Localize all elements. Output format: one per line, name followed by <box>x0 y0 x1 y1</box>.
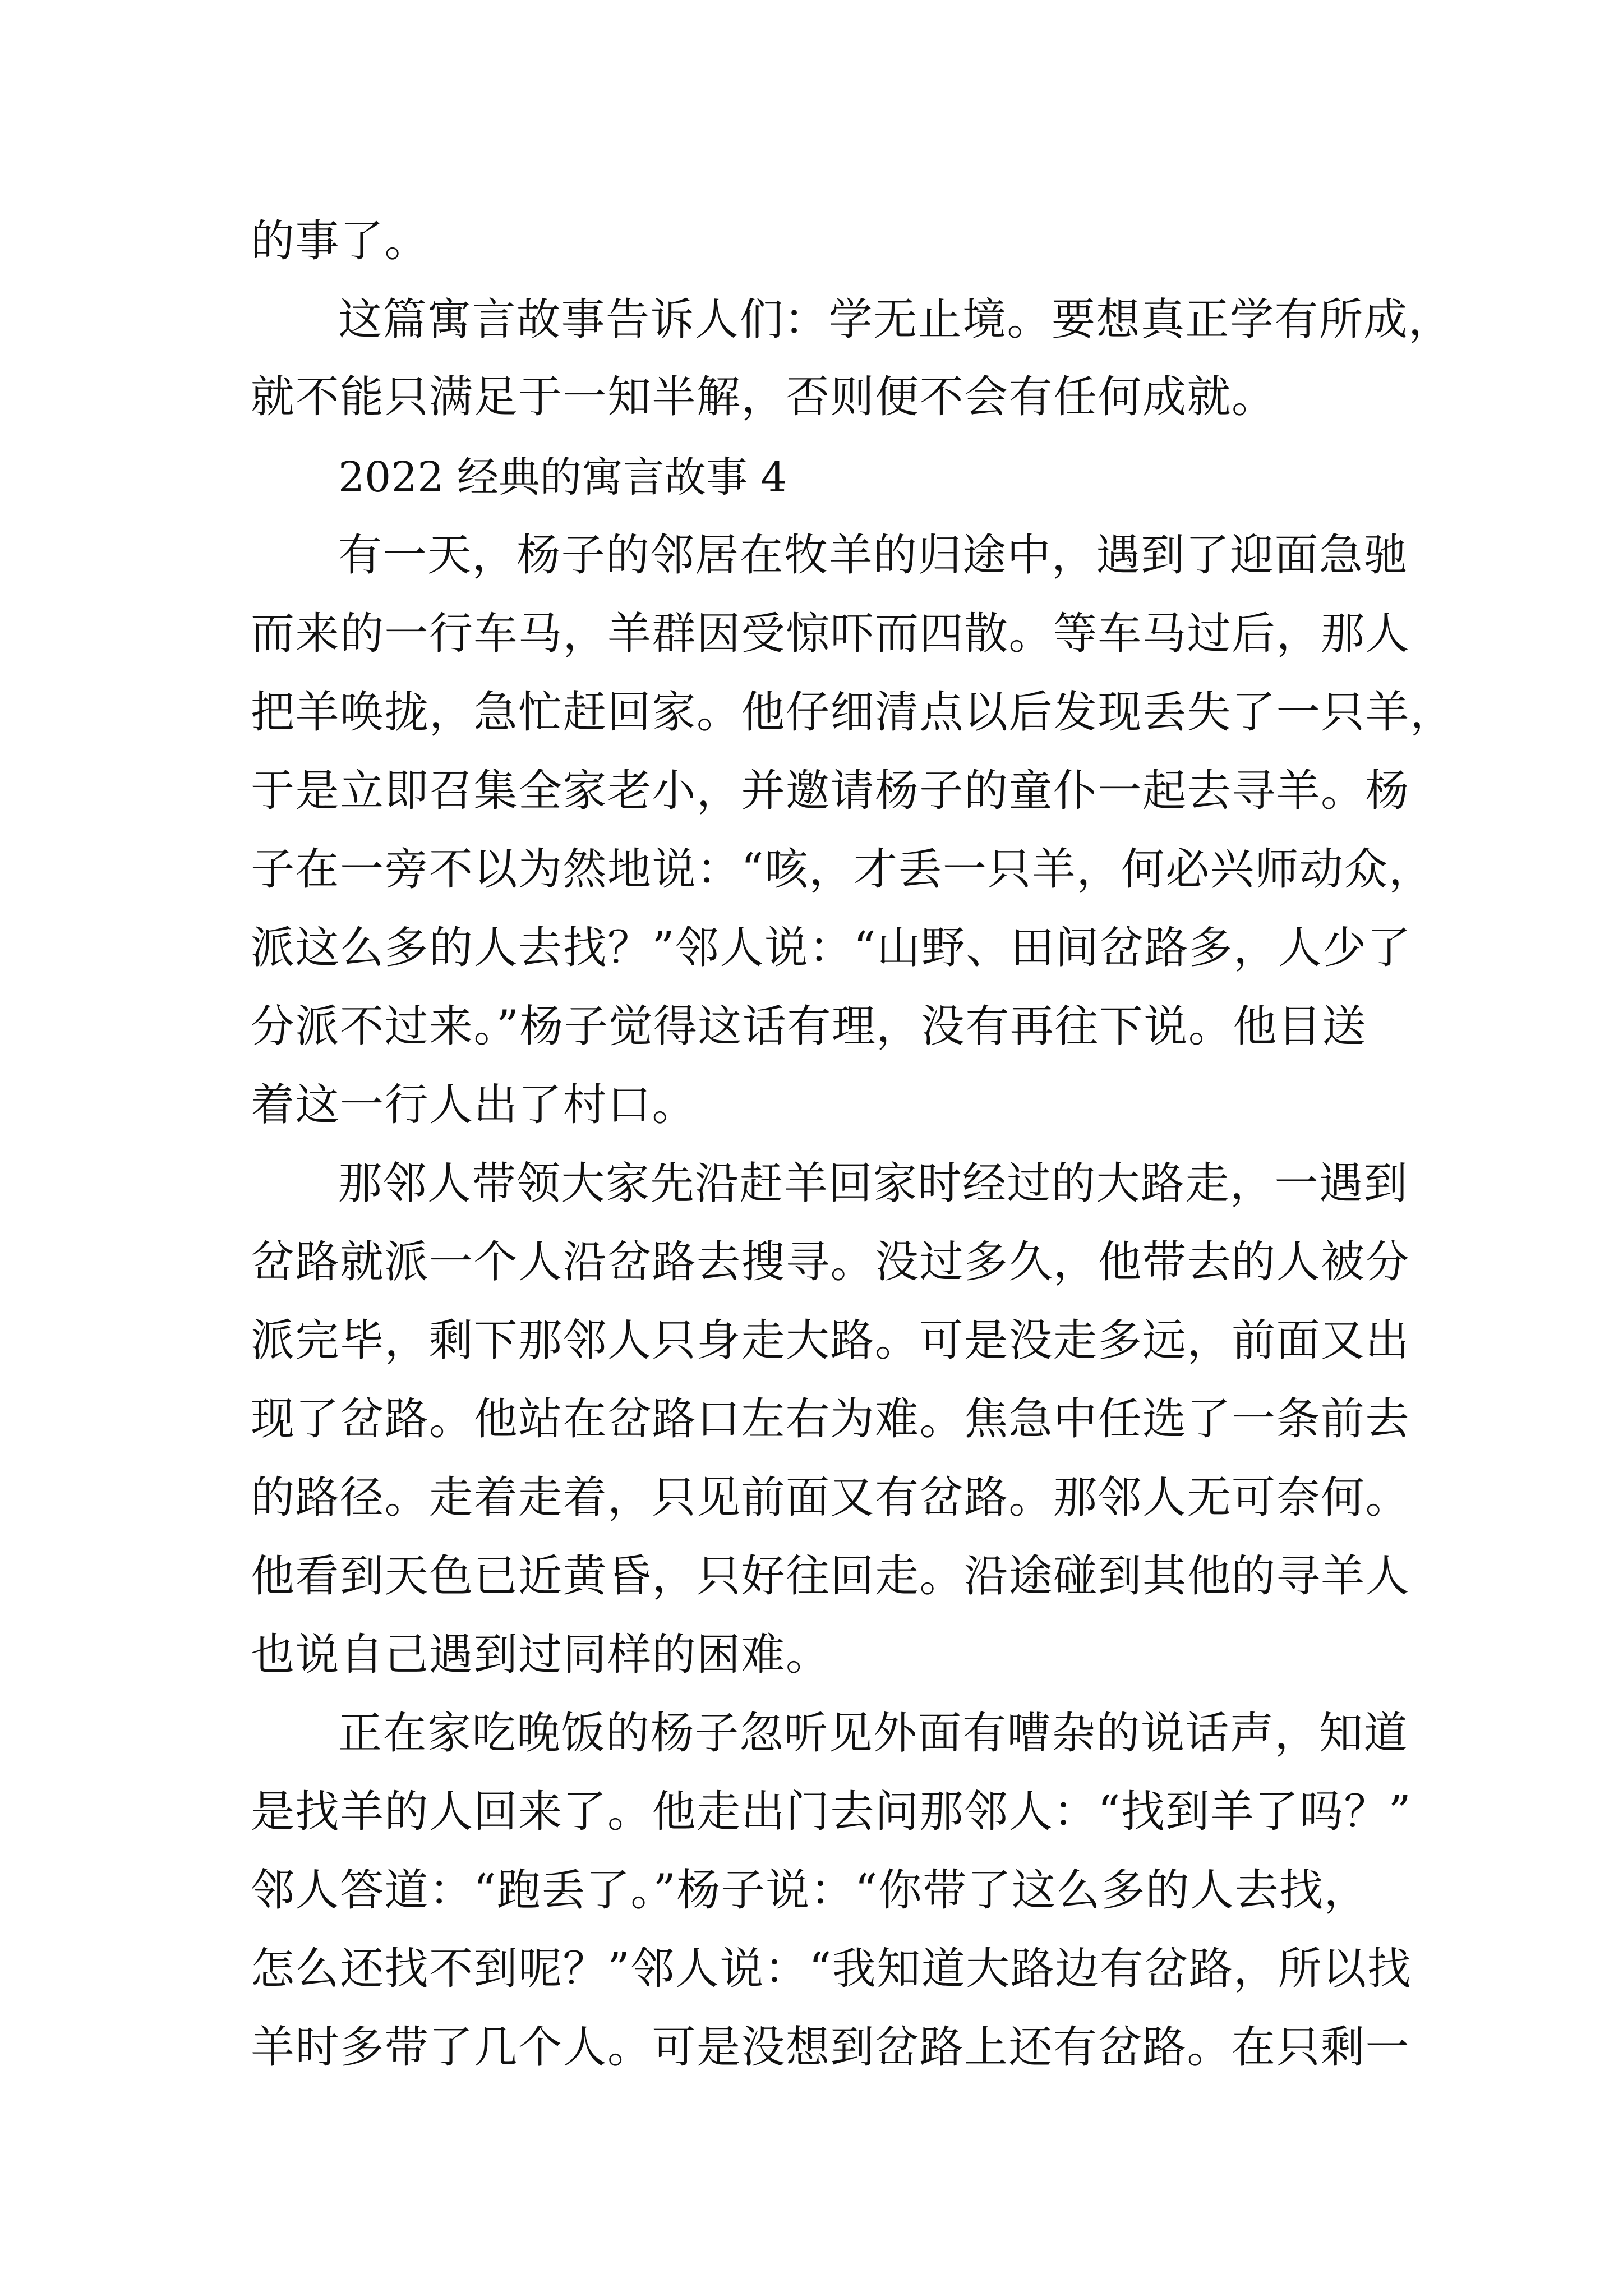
text-line: 正在家吃晚饭的杨子忽听见外面有嘈杂的说话声，知道 <box>338 1708 1409 1759</box>
text-line: 分派不过来。”杨子觉得这话有理，没有再往下说。他目送 <box>251 1001 1367 1052</box>
text-line: 现了岔路。他站在岔路口左右为难。焦急中任选了一条前去 <box>251 1394 1410 1444</box>
text-line: 的路径。走着走着，只见前面又有岔路。那邻人无可奈何。 <box>251 1473 1410 1523</box>
text-line: 的事了。 <box>251 216 430 266</box>
text-line: 羊时多带了几个人。可是没想到岔路上还有岔路。在只剩一 <box>251 2022 1410 2073</box>
text-line: 着这一行人出了村口。 <box>251 1080 697 1130</box>
text-line: 有一天，杨子的邻居在牧羊的归途中，遇到了迎面急驰 <box>338 530 1409 581</box>
text-line: 子在一旁不以为然地说：“咳，才丢一只羊，何必兴师动众， <box>251 844 1433 895</box>
section-heading: 2022 经典的寓言故事 4 <box>338 453 787 501</box>
text-line: 怎么还找不到呢？”邻人说：“我知道大路边有岔路，所以找 <box>251 1944 1412 1994</box>
text-line: 把羊唤拢，急忙赶回家。他仔细清点以后发现丢失了一只羊， <box>251 687 1455 738</box>
text-line: 而来的一行车马，羊群因受惊吓而四散。等车马过后，那人 <box>251 609 1410 659</box>
text-line: 派这么多的人去找？”邻人说：“山野、田间岔路多，人少了 <box>251 923 1412 973</box>
text-line: 那邻人带领大家先沿赶羊回家时经过的大路走，一遇到 <box>338 1158 1409 1209</box>
text-line: 邻人答道：“跑丢了。”杨子说：“你带了这么多的人去找， <box>251 1865 1369 1916</box>
text-line: 就不能只满足于一知半解，否则便不会有任何成就。 <box>251 372 1276 422</box>
text-line: 岔路就派一个人沿岔路去搜寻。没过多久，他带去的人被分 <box>251 1237 1410 1287</box>
text-line: 这篇寓言故事告诉人们：学无止境。要想真正学有所成， <box>338 295 1453 345</box>
text-line: 于是立即召集全家老小，并邀请杨子的童仆一起去寻羊。杨 <box>251 766 1410 816</box>
text-line: 也说自己遇到过同样的困难。 <box>251 1630 831 1680</box>
text-line: 派完毕，剩下那邻人只身走大路。可是没走多远，前面又出 <box>251 1315 1410 1366</box>
text-line: 是找羊的人回来了。他走出门去问那邻人：“找到羊了吗？” <box>251 1787 1412 1837</box>
text-line: 他看到天色已近黄昏，只好往回走。沿途碰到其他的寻羊人 <box>251 1551 1410 1602</box>
